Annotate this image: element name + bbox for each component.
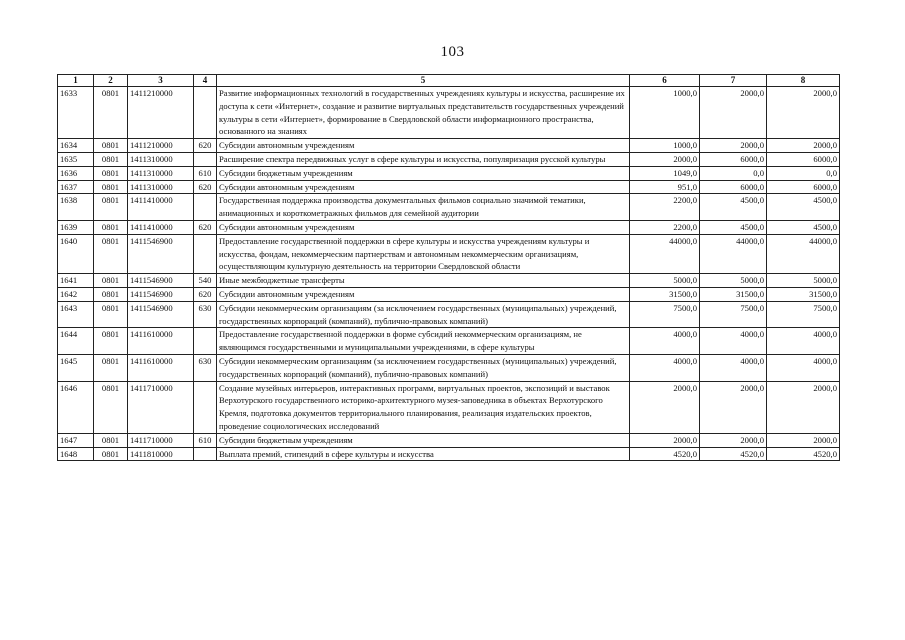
budget-table xyxy=(57,74,840,461)
article-code: 1411410000 xyxy=(128,194,194,221)
amount-col6: 7500,0 xyxy=(630,301,700,328)
column-header: 2 xyxy=(94,75,128,87)
table-row xyxy=(58,180,840,194)
amount-col7: 6000,0 xyxy=(700,152,767,166)
amount-col6: 2000,0 xyxy=(630,152,700,166)
row-number: 1648 xyxy=(58,447,94,461)
section-code: 0801 xyxy=(94,220,128,234)
amount-col6: 951,0 xyxy=(630,180,700,194)
amount-col8: 2000,0 xyxy=(767,87,840,139)
expense-kind-code: 620 xyxy=(194,287,217,301)
amount-col8: 4520,0 xyxy=(767,447,840,461)
table-row xyxy=(58,287,840,301)
item-name: Субсидии автономным учреждениям xyxy=(217,139,630,153)
amount-col6: 2000,0 xyxy=(630,433,700,447)
article-code: 1411310000 xyxy=(128,180,194,194)
amount-col8: 6000,0 xyxy=(767,152,840,166)
amount-col7: 4000,0 xyxy=(700,354,767,381)
item-name: Создание музейных интерьеров, интерактивных программ, виртуальных проектов, экспозиций и выставок Верхотурского государственного историко-архитектурного музея-заповедника в объектах Верхотурского Кремля, подготовка документов территориального планирования, реализация издательских проектов, проведение социологических исследований xyxy=(217,381,630,433)
amount-col6: 2000,0 xyxy=(630,381,700,433)
amount-col7: 2000,0 xyxy=(700,433,767,447)
amount-col7: 2000,0 xyxy=(700,139,767,153)
item-name: Субсидии автономным учреждениям xyxy=(217,220,630,234)
amount-col8: 31500,0 xyxy=(767,287,840,301)
item-name: Субсидии бюджетным учреждениям xyxy=(217,166,630,180)
row-number: 1639 xyxy=(58,220,94,234)
item-name: Предоставление государственной поддержки в сфере культуры и искусства учреждениям культуры и искусства, фондам, некоммерческим партнерствам и автономным некоммерческим организациям, осуществляющим культурную деятельность на территории Свердловской области xyxy=(217,234,630,273)
amount-col7: 6000,0 xyxy=(700,180,767,194)
article-code: 1411710000 xyxy=(128,381,194,433)
table-row xyxy=(58,354,840,381)
table-row xyxy=(58,166,840,180)
table-row xyxy=(58,87,840,139)
row-number: 1640 xyxy=(58,234,94,273)
table-row xyxy=(58,194,840,221)
section-code: 0801 xyxy=(94,274,128,288)
row-number: 1637 xyxy=(58,180,94,194)
section-code: 0801 xyxy=(94,152,128,166)
table-row xyxy=(58,433,840,447)
section-code: 0801 xyxy=(94,194,128,221)
amount-col6: 1000,0 xyxy=(630,87,700,139)
column-header: 8 xyxy=(767,75,840,87)
expense-kind-code xyxy=(194,381,217,433)
amount-col6: 2200,0 xyxy=(630,220,700,234)
article-code: 1411546900 xyxy=(128,287,194,301)
amount-col7: 7500,0 xyxy=(700,301,767,328)
row-number: 1645 xyxy=(58,354,94,381)
article-code: 1411546900 xyxy=(128,274,194,288)
table-row xyxy=(58,152,840,166)
amount-col8: 7500,0 xyxy=(767,301,840,328)
section-code: 0801 xyxy=(94,166,128,180)
expense-kind-code xyxy=(194,328,217,355)
section-code: 0801 xyxy=(94,234,128,273)
expense-kind-code xyxy=(194,87,217,139)
table-row xyxy=(58,328,840,355)
item-name: Иные межбюджетные трансферты xyxy=(217,274,630,288)
article-code: 1411310000 xyxy=(128,166,194,180)
table-row xyxy=(58,274,840,288)
article-code: 1411610000 xyxy=(128,354,194,381)
row-number: 1634 xyxy=(58,139,94,153)
item-name: Субсидии бюджетным учреждениям xyxy=(217,433,630,447)
expense-kind-code xyxy=(194,447,217,461)
row-number: 1638 xyxy=(58,194,94,221)
row-number: 1633 xyxy=(58,87,94,139)
column-header: 4 xyxy=(194,75,217,87)
amount-col7: 0,0 xyxy=(700,166,767,180)
expense-kind-code: 610 xyxy=(194,166,217,180)
amount-col8: 44000,0 xyxy=(767,234,840,273)
table-body xyxy=(58,87,840,461)
article-code: 1411546900 xyxy=(128,234,194,273)
amount-col7: 4500,0 xyxy=(700,220,767,234)
item-name: Субсидии некоммерческим организациям (за исключением государственных (муниципальных) учреждений, государственных корпораций (компаний), публично-правовых компаний) xyxy=(217,301,630,328)
expense-kind-code: 620 xyxy=(194,220,217,234)
item-name: Расширение спектра передвижных услуг в сфере культуры и искусства, популяризация русской культуры xyxy=(217,152,630,166)
row-number: 1644 xyxy=(58,328,94,355)
amount-col8: 2000,0 xyxy=(767,139,840,153)
amount-col7: 31500,0 xyxy=(700,287,767,301)
amount-col8: 5000,0 xyxy=(767,274,840,288)
amount-col7: 4000,0 xyxy=(700,328,767,355)
section-code: 0801 xyxy=(94,180,128,194)
column-header: 1 xyxy=(58,75,94,87)
amount-col7: 2000,0 xyxy=(700,87,767,139)
amount-col7: 4500,0 xyxy=(700,194,767,221)
amount-col8: 2000,0 xyxy=(767,381,840,433)
section-code: 0801 xyxy=(94,301,128,328)
row-number: 1647 xyxy=(58,433,94,447)
table-header-row xyxy=(58,75,840,87)
table-row xyxy=(58,139,840,153)
table-row xyxy=(58,301,840,328)
item-name: Развитие информационных технологий в государственных учреждениях культуры и искусства, расширение их доступа к сети «Интернет», создание и развитие виртуальных представительств государственных учреждений культуры в сети «Интернет», формирование в Свердловской области информационного пространства, основанного на знаниях xyxy=(217,87,630,139)
page-number: 103 xyxy=(440,44,465,60)
table-row xyxy=(58,381,840,433)
amount-col8: 2000,0 xyxy=(767,433,840,447)
amount-col7: 5000,0 xyxy=(700,274,767,288)
section-code: 0801 xyxy=(94,328,128,355)
row-number: 1643 xyxy=(58,301,94,328)
article-code: 1411610000 xyxy=(128,328,194,355)
section-code: 0801 xyxy=(94,381,128,433)
item-name: Субсидии автономным учреждениям xyxy=(217,180,630,194)
amount-col6: 2200,0 xyxy=(630,194,700,221)
item-name: Субсидии автономным учреждениям xyxy=(217,287,630,301)
section-code: 0801 xyxy=(94,87,128,139)
section-code: 0801 xyxy=(94,447,128,461)
expense-kind-code xyxy=(194,194,217,221)
table-row xyxy=(58,220,840,234)
expense-kind-code xyxy=(194,234,217,273)
amount-col6: 4520,0 xyxy=(630,447,700,461)
article-code: 1411810000 xyxy=(128,447,194,461)
row-number: 1641 xyxy=(58,274,94,288)
item-name: Выплата премий, стипендий в сфере культуры и искусства xyxy=(217,447,630,461)
row-number: 1642 xyxy=(58,287,94,301)
expense-kind-code: 630 xyxy=(194,354,217,381)
amount-col8: 4000,0 xyxy=(767,328,840,355)
item-name: Государственная поддержка производства документальных фильмов социально значимой тематики, анимационных и короткометражных фильмов для семейной аудитории xyxy=(217,194,630,221)
amount-col8: 4500,0 xyxy=(767,220,840,234)
amount-col6: 44000,0 xyxy=(630,234,700,273)
expense-kind-code: 620 xyxy=(194,139,217,153)
amount-col6: 1000,0 xyxy=(630,139,700,153)
article-code: 1411710000 xyxy=(128,433,194,447)
article-code: 1411210000 xyxy=(128,139,194,153)
item-name: Предоставление государственной поддержки в форме субсидий некоммерческим организациям, не являющимся государственными и муниципальными учреждениями, в сфере культуры xyxy=(217,328,630,355)
table-row xyxy=(58,447,840,461)
amount-col8: 0,0 xyxy=(767,166,840,180)
section-code: 0801 xyxy=(94,287,128,301)
amount-col6: 5000,0 xyxy=(630,274,700,288)
amount-col7: 2000,0 xyxy=(700,381,767,433)
amount-col6: 4000,0 xyxy=(630,328,700,355)
row-number: 1636 xyxy=(58,166,94,180)
expense-kind-code: 610 xyxy=(194,433,217,447)
item-name: Субсидии некоммерческим организациям (за исключением государственных (муниципальных) учреждений, государственных корпораций (компаний), публично-правовых компаний) xyxy=(217,354,630,381)
table-row xyxy=(58,234,840,273)
section-code: 0801 xyxy=(94,139,128,153)
row-number: 1646 xyxy=(58,381,94,433)
expense-kind-code: 630 xyxy=(194,301,217,328)
column-header: 5 xyxy=(217,75,630,87)
article-code: 1411310000 xyxy=(128,152,194,166)
amount-col6: 4000,0 xyxy=(630,354,700,381)
column-header: 6 xyxy=(630,75,700,87)
section-code: 0801 xyxy=(94,433,128,447)
column-header: 7 xyxy=(700,75,767,87)
section-code: 0801 xyxy=(94,354,128,381)
amount-col8: 4000,0 xyxy=(767,354,840,381)
amount-col6: 1049,0 xyxy=(630,166,700,180)
expense-kind-code xyxy=(194,152,217,166)
column-header: 3 xyxy=(128,75,194,87)
article-code: 1411210000 xyxy=(128,87,194,139)
expense-kind-code: 620 xyxy=(194,180,217,194)
expense-kind-code: 540 xyxy=(194,274,217,288)
row-number: 1635 xyxy=(58,152,94,166)
amount-col8: 6000,0 xyxy=(767,180,840,194)
article-code: 1411546900 xyxy=(128,301,194,328)
amount-col7: 44000,0 xyxy=(700,234,767,273)
article-code: 1411410000 xyxy=(128,220,194,234)
amount-col6: 31500,0 xyxy=(630,287,700,301)
amount-col8: 4500,0 xyxy=(767,194,840,221)
amount-col7: 4520,0 xyxy=(700,447,767,461)
